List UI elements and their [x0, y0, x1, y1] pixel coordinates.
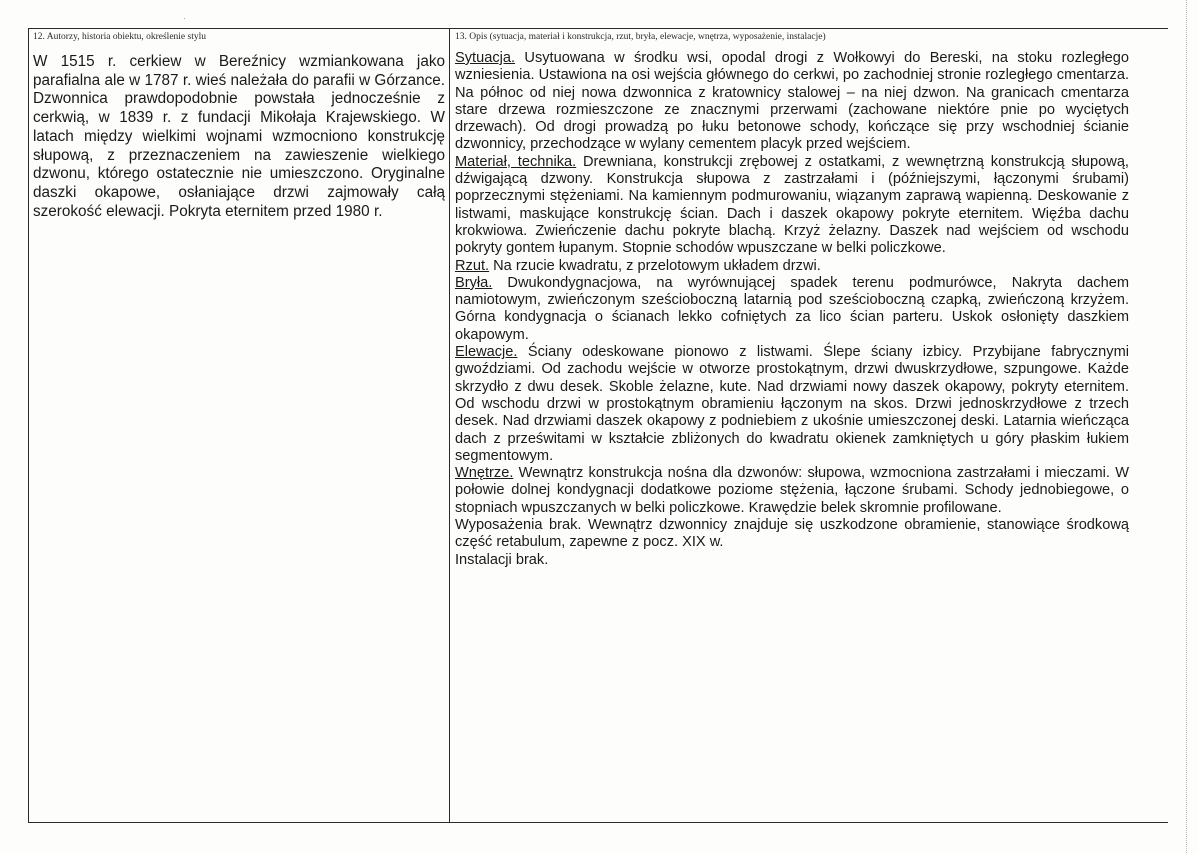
- section-form: [455, 275, 1129, 344]
- section-text: Wyposażenia brak. Wewnątrz dzwonnicy znajduje się uszkodzone obramienie, stanowiące środkową część retabulum, zapewne z pocz. XIX w.: [455, 517, 1129, 551]
- scan-edge: [1186, 0, 1188, 853]
- description-column: [455, 30, 1129, 569]
- section-elevations: [455, 344, 1129, 465]
- section-plan: [455, 258, 1129, 275]
- description-header: 13. Opis (sytuacja, materiał i konstrukcja, rzut, bryła, elewacje, wnętrza, wyposażenie, instalacje): [455, 32, 826, 42]
- description-body: [455, 50, 1129, 569]
- section-text: Ściany odeskowane pionowo z listwami. Ślepe ściany izbicy. Przybijane fabrycznymi gwoździami. Od zachodu wejście w otworze prostokątnym, drzwi dwuskrzydłowe, szpungowe. Każde skrzydło z dwu desek. Skoble żelazne, kute. Nad drzwiami nowy daszek okapowy, pokryty eternitem. Od wschodu drzwi w prostokątnym obramieniu łączonym na skos. Drzwi jednoskrzydłowe z trzech desek. Nad drzwiami daszek okapowy z podniebiem z ukośnie umieszczonej deski. Latarnia wieńcząca dach z prześwitami w kształcie zbliżonych do kwadratu okienek zamkniętych u góry płaskim łukiem segmentowym.: [455, 344, 1129, 464]
- section-text: Instalacji brak.: [455, 551, 549, 568]
- section-situation: [455, 50, 1129, 154]
- section-heading: Materiał, technika.: [455, 153, 577, 170]
- section-text: Dwukondygnacjowa, na wyrównującej spadek terenu podmurówce, Nakryta dachem namiotowym, zwieńczonym sześcioboczną latarnią pod sześcioboczną czapką, zwieńczoną krzyżem. Górna kondygnacja o ścianach lekko cofniętych za lico ścian parteru. Uskok osłonięty daszkiem okapowym.: [455, 274, 1129, 343]
- history-header: 12. Autorzy, historia obiektu, określenie stylu: [33, 32, 206, 42]
- frame-top-line: [28, 28, 1168, 29]
- history-text: W 1515 r. cerkiew w Bereźnicy wzmiankowana jako parafialna ale w 1787 r. wieś należała do parafii w Górzance. Dzwonnica prawdopodobnie powstała jednocześnie z cerkwią, w 1839 r. z fundacji Mikołaja Krajewskiego. W latach między wielkimi wojnami wzmocniono konstrukcję słupową, z przeznaczeniem na zawieszenie wielkiego dzwonu, którego ostatecznie nie umieszczono. Oryginalne daszki okapowe, osłaniające drzwi zajmowały całą szerokość elewacji. Pokryta eternitem przed 1980 r.: [33, 53, 445, 220]
- section-heading: Rzut.: [455, 257, 490, 274]
- section-text: Wewnątrz konstrukcja nośna dla dzwonów: słupowa, wzmocniona zastrzałami i mieczami. W połowie dolnej kondygnacji dodatkowe poziome stężenia, łączone śrubami. Schody jednobiegowe, o stopniach wpuszczanych w belki policzkowe. Krawędzie belek skromnie profilowane.: [455, 465, 1129, 516]
- section-heading: Wnętrze.: [455, 465, 514, 482]
- section-text: Drewniana, konstrukcji zrębowej z ostatkami, z wewnętrzną konstrukcją słupową, dźwigającą dzwony. Konstrukcja słupowa z zastrzałami i (późniejszymi, łączonymi śrubami) poprzecznymi stężeniami. Na kamiennym podmurowaniu, wiązanym zaprawą wapienną. Deskowanie z listwami, maskujące konstrukcję ścian. Dach i daszek okapowy pokryte eternitem. Więźba dachu krokwiowa. Zwieńczenie dachu pokryte blachą. Krzyż żelazny. Daszek nad wejściem od wschodu pokryty gontem łupanym. Stopnie schodów wpuszczane w belki policzkowe.: [455, 153, 1129, 257]
- section-heading: Sytuacja.: [455, 50, 516, 66]
- frame-bottom-line: [28, 822, 1168, 823]
- history-column: [33, 30, 445, 221]
- section-heading: Bryła.: [455, 274, 493, 291]
- section-text: Usytuowana w środku wsi, opodal drogi z Wołkowyi do Bereski, na stoku rozległego wzniesienia. Ustawiona na osi wejścia głównego do cerkwi, po zachodniej stronie rozległego cmentarza. Na północ od niej nowa dzwonnica z kratownicy stalowej – na niej dzwon. Na granicach cmentarza stare drzewa rozmieszczone ze znacznymi przerwami (zachowane niektóre pnie po wyciętych drzewach). Od drogi prowadzą po łuku betonowe schody, kończące się przy wschodniej ścianie dzwonnicy, przechodzące w wylany cementem placyk przed wejściem.: [455, 50, 1129, 153]
- section-text: Na rzucie kwadratu, z przelotowym układem drzwi.: [489, 257, 821, 274]
- section-heading: Elewacje.: [455, 344, 518, 361]
- scan-speck: ·: [183, 14, 186, 23]
- section-furnishings: [455, 517, 1129, 552]
- column-divider: [449, 28, 450, 822]
- section-interior: [455, 465, 1129, 517]
- frame-left-line: [28, 28, 29, 822]
- section-installations: [455, 552, 1129, 569]
- section-material: [455, 154, 1129, 258]
